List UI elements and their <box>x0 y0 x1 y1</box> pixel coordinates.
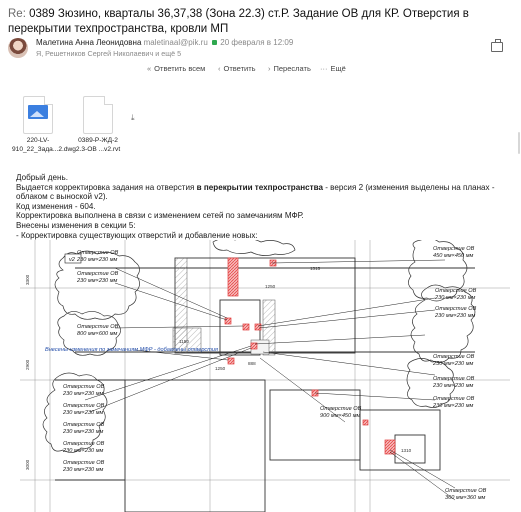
drawing-text: Отверстие ОВ <box>77 250 119 256</box>
more-button[interactable] <box>320 64 346 73</box>
forward-icon: › <box>268 64 271 73</box>
drawing-text: Отверстие ОВ <box>63 403 105 409</box>
drawing-text: 230 мм×230 мм <box>63 391 104 397</box>
image-file-icon <box>23 96 53 134</box>
drawing-text: Отверстие ОВ <box>433 396 475 402</box>
verified-dot-icon <box>212 40 217 45</box>
body-line-3: Корректировка выполнена в связи с изменением сетей по замечаниям МФР. <box>16 211 304 221</box>
drawing-text: 2900 <box>25 359 30 370</box>
more-icon: ··· <box>320 64 328 73</box>
drawing-text: 360 мм×360 мм <box>445 495 486 501</box>
reply-button[interactable] <box>218 64 256 73</box>
download-icon[interactable]: ⤓ <box>131 113 135 122</box>
body-line-2: Код изменения - 604. <box>16 201 96 211</box>
sent-date: 20 февраля в 12:09 <box>220 38 294 47</box>
attachment-name: 0389-Р-ЖД-2 2.3-ОВ ...v2.rvt <box>75 137 121 153</box>
avatar[interactable] <box>8 38 28 58</box>
action-bar <box>0 64 521 78</box>
sender-email[interactable]: maletinaal@pik.ru <box>143 38 208 47</box>
drawing-text: 1250 <box>265 284 276 289</box>
drawing-text: Отверстие ОВ <box>433 376 475 382</box>
drawing-text: 230 мм×230 мм <box>435 295 476 301</box>
drawing-text: 230 мм×230 мм <box>63 467 104 473</box>
note-blue-text: Внесены изменения по замечаниям МФР - добавлены отверстия <box>45 347 218 353</box>
more-label: Ещё <box>330 64 346 73</box>
drawing-text: Отверстие ОВ <box>63 460 105 466</box>
drawing-text: Отверстие ОВ <box>77 271 119 277</box>
drawing-text: Отверстие ОВ <box>77 324 119 330</box>
scrollbar[interactable] <box>518 132 520 154</box>
drawing-text: 900 мм×450 мм <box>320 413 361 419</box>
drawing-text: 230 мм×230 мм <box>63 429 104 435</box>
reply-all-icon: « <box>147 64 152 73</box>
drawing-text: 1250 <box>215 366 226 371</box>
document-file-icon <box>83 96 113 134</box>
subject-prefix: Re: <box>8 8 26 20</box>
sender-name[interactable]: Малетина Анна Леонидовна <box>36 38 142 47</box>
openings-highlighted <box>225 258 395 454</box>
drawing-text: 3300 <box>25 274 30 285</box>
drawing-text: 230 мм×230 мм <box>433 403 474 409</box>
dim-numbers <box>179 266 412 453</box>
drawing-text: Отверстие ОВ <box>445 488 487 494</box>
drawing-text: 230 мм×230 мм <box>433 361 474 367</box>
drawing-text: 888 <box>248 361 256 366</box>
drawing-text: Отверстие ОВ <box>63 422 105 428</box>
reply-all-label: Ответить всем <box>154 64 206 73</box>
drawing-text: 1310 <box>401 448 412 453</box>
drawing-text: 450 мм×450 мм <box>433 253 474 259</box>
move-to-folder-icon[interactable] <box>491 42 503 52</box>
drawing-text: 230 мм×230 мм <box>433 383 474 389</box>
drawing-text: Отверстие ОВ <box>435 288 477 294</box>
drawing-text: 230 мм×230 мм <box>63 410 104 416</box>
label-mid <box>320 406 362 419</box>
email-subject <box>8 7 508 36</box>
subject-text: 0389 Зюзино, кварталы 36,37,38 (Зона 22.3) ст.Р. Задание ОВ для КР. Отверстия в перекрытии техпространства, кровли МП <box>8 8 469 35</box>
drawing-text: Отверстие ОВ <box>433 246 475 252</box>
drawing-text: v2 <box>69 257 75 263</box>
inline-drawing-image[interactable] <box>15 240 510 512</box>
drawing-text: Отверстие ОВ <box>435 306 477 312</box>
drawing-text: 3000 <box>25 459 30 470</box>
body-line-1: Выдается корректировка задания на отверстия в перекрытии техпространства - версия 2 (изменения выделены на планах - облаком с выноской v2). <box>16 182 495 202</box>
message-body <box>16 173 516 240</box>
dims-left <box>25 274 30 470</box>
greeting: Добрый день. <box>16 173 68 182</box>
drawing-text: Отверстие ОВ <box>320 406 362 412</box>
drawing-text: Отверстие ОВ <box>433 354 475 360</box>
reply-all-button[interactable] <box>147 64 205 73</box>
drawing-text: 230 мм×230 мм <box>435 313 476 319</box>
note-blue <box>45 347 218 353</box>
drawing-text: Отверстие ОВ <box>63 441 105 447</box>
labels-left <box>62 250 119 473</box>
drawing-text: 800 мм×600 мм <box>77 331 118 337</box>
forward-button[interactable] <box>268 64 311 73</box>
attachment-name: 220-LV-910_22_Зада...2.dwg <box>12 137 76 153</box>
drawing-text: Отверстие ОВ <box>63 384 105 390</box>
drawing-text: 1315 <box>310 266 321 271</box>
drawing-text: 1150 <box>179 339 189 344</box>
walls <box>55 258 475 512</box>
body-line-5: - Корректировка существующих отверстий и добавление новых: <box>16 230 258 240</box>
drawing-text: 230 мм×230 мм <box>77 257 118 263</box>
forward-label: Переслать <box>273 64 311 73</box>
sender-line <box>36 38 293 47</box>
reply-icon: ‹ <box>218 64 221 73</box>
reply-label: Ответить <box>223 64 256 73</box>
body-line-4: Внесены изменения в секции 5: <box>16 220 136 230</box>
recipients-line[interactable]: Я, Решетников Сергей Николаевич и ещё 5 <box>36 49 182 58</box>
sender-row <box>8 36 513 62</box>
drawing-text: 230 мм×230 мм <box>63 448 104 454</box>
drawing-text: 230 мм×230 мм <box>77 278 118 284</box>
